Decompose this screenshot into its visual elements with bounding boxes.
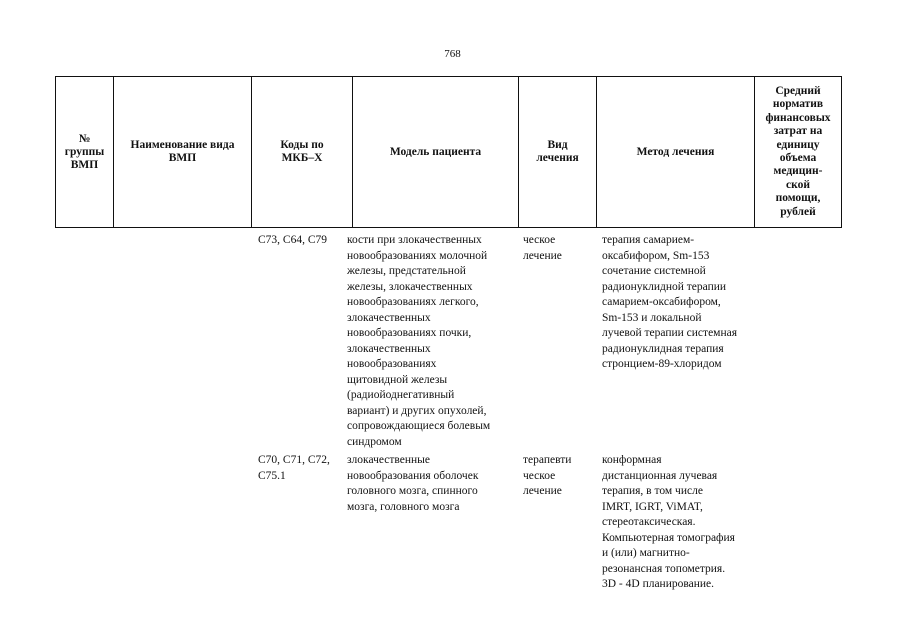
header-text [390, 146, 481, 159]
text-line: терапия самарием- [602, 234, 695, 246]
text-line: лечение [523, 249, 562, 262]
text-line: оксабифором, Sm-153 [602, 249, 710, 262]
text-line: злокачественных [347, 342, 431, 355]
text-line: лучевой терапии системная [602, 327, 737, 339]
text-line: железы, злокачественных [347, 280, 473, 293]
text-line: кости при злокачественных [347, 234, 482, 246]
row1-treatment-type [523, 233, 562, 264]
page-number: 768 [444, 48, 461, 60]
text-line: новообразованиях почки, [347, 327, 472, 339]
row2-patient-model [347, 453, 478, 515]
text-line: сопровождающиеся болевым [347, 420, 491, 432]
text-line: новообразования оболочек [347, 469, 479, 482]
text-line: синдромом [347, 435, 402, 448]
text-line: Метод лечения [636, 145, 715, 158]
header-text [765, 85, 830, 219]
text-line: ческое [523, 234, 556, 246]
text-line: затрат на [773, 125, 823, 138]
text-line: лечения [536, 152, 579, 164]
text-line: новообразованиях легкого, [347, 296, 479, 308]
text-line: радионуклидная терапия [602, 342, 724, 355]
text-line: дистанционная лучевая [602, 469, 718, 482]
text-line: Компьютерная томография [602, 531, 735, 544]
text-line: новообразованиях [347, 358, 437, 370]
header-text [280, 139, 323, 165]
text-line: единицу [776, 138, 820, 151]
row2-icd-codes [258, 453, 330, 484]
text-line: терапевти [523, 454, 572, 466]
text-line: стереотаксическая. [602, 516, 696, 528]
text-line: Вид [547, 139, 568, 151]
header-icd-codes [252, 77, 352, 227]
header-patient-model [353, 77, 518, 227]
text-line: группы [64, 145, 105, 158]
text-line: № [78, 132, 91, 145]
text-line: помощи, [775, 192, 821, 205]
header-group-number [56, 77, 113, 227]
text-line: IMRT, IGRT, ViMAT, [602, 500, 703, 513]
text-line: головного мозга, спинного [347, 485, 478, 497]
row2-treatment-method [602, 453, 735, 593]
text-line: злокачественных [347, 311, 431, 324]
text-line: мозга, головного мозга [347, 500, 460, 513]
text-line: МКБ–X [281, 152, 323, 164]
text-line: (радиойоднегативный [347, 389, 455, 401]
text-line: Наименование вида [130, 139, 235, 151]
text-line: Средний [775, 84, 821, 97]
header-treatment-type [519, 77, 596, 227]
text-line: ВМП [168, 152, 197, 164]
header-vmp-name [114, 77, 251, 227]
text-line: Коды по [280, 139, 324, 151]
text-line: железы, предстательной [347, 265, 466, 277]
header-text [637, 146, 715, 159]
text-line: ческое [523, 469, 556, 482]
text-line: терапия, в том числе [602, 485, 703, 497]
text-line: резонансная топометрия. [602, 562, 726, 575]
text-line: рублей [780, 205, 816, 218]
table-header [55, 76, 842, 228]
text-line: медицин- [773, 165, 823, 178]
text-line: объема [779, 152, 817, 164]
row1-patient-model [347, 233, 490, 450]
text-line: C75.1 [258, 469, 286, 482]
text-line: C73, C64, C79 [258, 234, 328, 246]
row2-treatment-type [523, 453, 571, 500]
text-line: лечение [523, 485, 562, 497]
text-line: ВМП [70, 158, 99, 171]
row1-icd-codes [258, 233, 327, 249]
text-line: щитовидной железы [347, 373, 448, 386]
text-line: 3D - 4D планирование. [602, 578, 715, 590]
row1-treatment-method [602, 233, 737, 373]
text-line: радионуклидной терапии [602, 280, 727, 293]
header-text [536, 139, 578, 165]
text-line: вариант) и других опухолей, [347, 404, 487, 417]
text-line: стронцием-89-хлоридом [602, 358, 722, 370]
text-line: новообразованиях молочной [347, 249, 488, 262]
text-line: Sm-153 и локальной [602, 311, 702, 324]
text-line: сочетание системной [602, 265, 706, 277]
header-text [65, 133, 104, 172]
text-line: ской [786, 178, 810, 191]
header-treatment-method [597, 77, 754, 227]
text-line: финансовых [765, 111, 831, 124]
text-line: Модель пациента [389, 145, 482, 158]
text-line: C70, C71, C72, [258, 454, 330, 466]
header-text [131, 139, 235, 165]
text-line: злокачественные [347, 454, 430, 466]
text-line: конформная [602, 454, 662, 466]
header-average-cost [755, 77, 841, 227]
text-line: и (или) магнитно- [602, 547, 690, 559]
text-line: норматив [772, 98, 824, 111]
text-line: самарием-оксабифором, [602, 296, 721, 308]
